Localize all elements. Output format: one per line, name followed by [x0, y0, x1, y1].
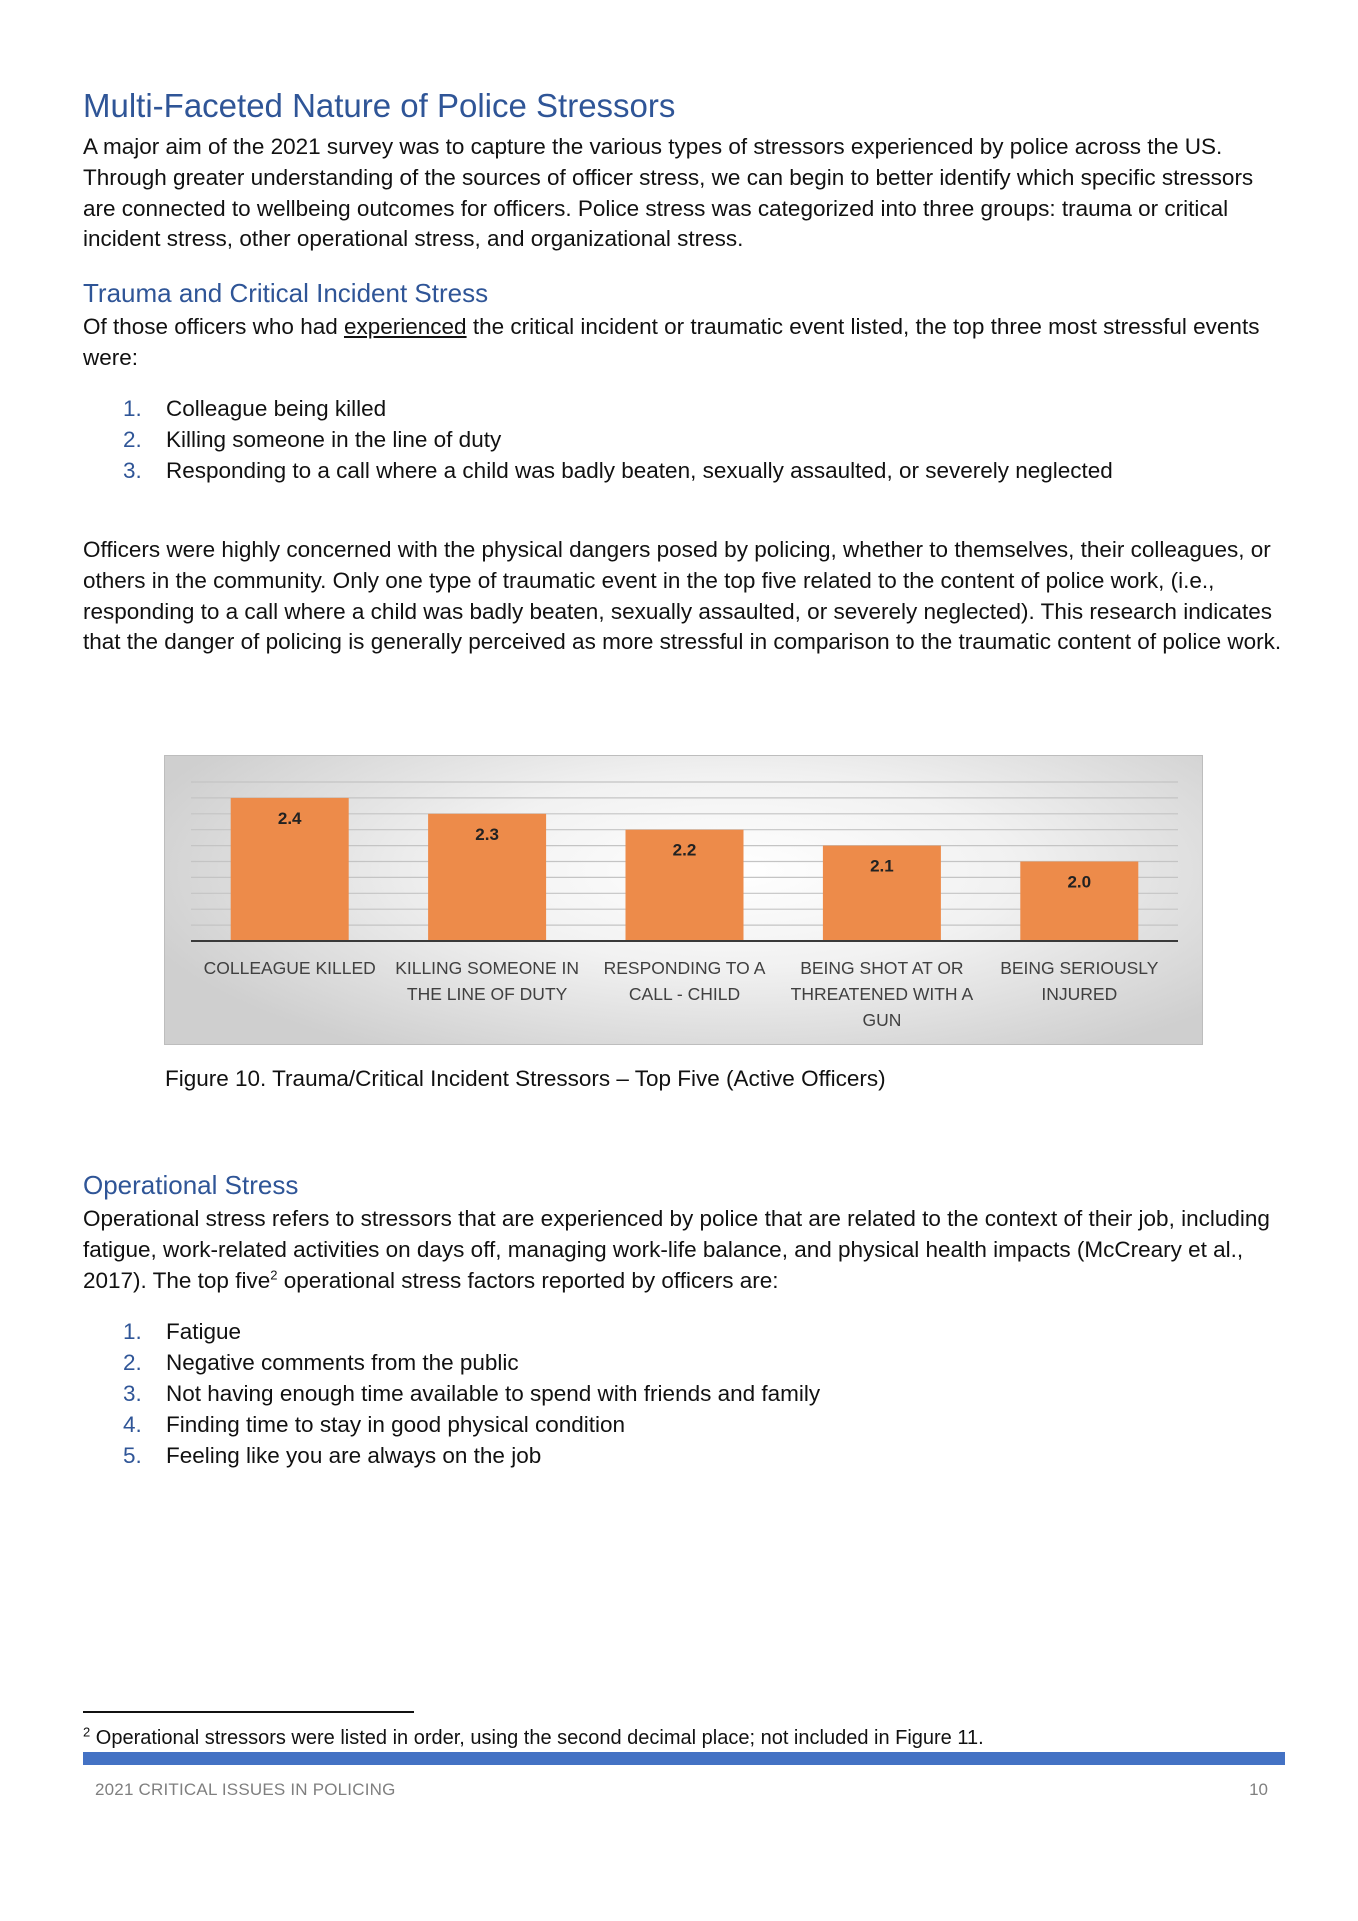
category-label: KILLING SOMEONE IN: [395, 958, 579, 978]
page-number: 10: [1249, 1780, 1268, 1799]
category-label: THREATENED WITH A: [790, 984, 974, 1004]
list-item-text: Fatigue: [166, 1319, 242, 1344]
list-number: 1.: [123, 396, 142, 421]
category-label: INJURED: [1041, 984, 1118, 1004]
list-number: 4.: [123, 1412, 142, 1437]
list-item-text: Not having enough time available to spend with friends and family: [166, 1381, 821, 1406]
list-item: [83, 393, 1113, 424]
footnote-reference[interactable]: 2: [270, 1267, 278, 1283]
list-item: [83, 1316, 820, 1347]
operational-text-after: operational stress factors reported by officers are:: [277, 1267, 779, 1293]
list-item-text: Finding time to stay in good physical condition: [166, 1412, 626, 1437]
footnote: [83, 1725, 984, 1751]
list-item-text: Killing someone in the line of duty: [166, 427, 502, 452]
data-label: 2.4: [277, 808, 302, 828]
data-label: 2.2: [672, 840, 697, 860]
bar-chart-svg: [165, 756, 1204, 1046]
page-title: Multi-Faceted Nature of Police Stressors: [83, 87, 676, 124]
footer-title: 2021 CRITICAL ISSUES IN POLICING: [95, 1780, 396, 1799]
trauma-lead-before: Of those officers who had: [83, 314, 344, 339]
footnote-divider: [83, 1711, 414, 1713]
operational-text-before: Operational stress refers to stressors that are experienced by police that are related to the context of their job, including fatigue, work-related activities on days off, managing work-life balance, and physical health impacts (McCreary et al., 2017). The top five: [83, 1206, 1270, 1293]
data-label: 2.1: [870, 856, 894, 876]
trauma-lead-after: the critical incident or traumatic event listed, the top three most stressful events were:: [83, 314, 1260, 370]
trauma-analysis-paragraph: Officers were highly concerned with the physical dangers posed by policing, whether to themselves, their colleagues, or others in the community. Only one type of traumatic event in the top five related to the content of police work, (i.e., responding to a call where a child was badly beaten, sexually assaulted, or severely neglected). This research indicates that the danger of policing is generally perceived as more stressful in comparison to the traumatic content of police work.: [83, 537, 1282, 655]
list-number: 2.: [123, 1350, 142, 1375]
footnote-marker: 2: [83, 1724, 91, 1740]
category-label: BEING SHOT AT OR: [800, 958, 964, 978]
list-item: [83, 424, 1113, 455]
data-label: 2.0: [1067, 872, 1092, 892]
intro-paragraph: A major aim of the 2021 survey was to capture the various types of stressors experienced by police across the US. Through greater understanding of the sources of officer stress, we can begin to better identify which specific stressors are connected to wellbeing outcomes for officers. Police stress was categorized into three groups: trauma or critical incident stress, other operational stress, and organizational stress.: [83, 134, 1254, 252]
list-number: 5.: [123, 1443, 142, 1468]
list-item: [83, 1409, 820, 1440]
category-label: COLLEAGUE KILLED: [203, 958, 376, 978]
operational-paragraph: [83, 1204, 1283, 1296]
section-heading-trauma: Trauma and Critical Incident Stress: [83, 278, 489, 308]
footnote-text: Operational stressors were listed in order, using the second decimal place; not included in Figure 11.: [90, 1727, 984, 1749]
footer-bar: [83, 1752, 1285, 1765]
list-item: [83, 1347, 820, 1378]
trauma-lead-underlined: experienced: [343, 314, 467, 339]
list-item-text: Negative comments from the public: [166, 1350, 519, 1375]
figure-caption: Figure 10. Trauma/Critical Incident Stressors – Top Five (Active Officers): [165, 1066, 886, 1091]
list-item-text: Feeling like you are always on the job: [166, 1443, 542, 1468]
data-label: 2.3: [475, 824, 499, 844]
section-heading-operational: Operational Stress: [83, 1170, 299, 1200]
list-item: [83, 1440, 820, 1471]
list-number: 3.: [123, 458, 142, 483]
list-number: 3.: [123, 1381, 142, 1406]
category-label: GUN: [862, 1010, 902, 1030]
list-item: [83, 1378, 820, 1409]
trauma-stressors-chart: [164, 755, 1203, 1045]
operational-stress-list: [83, 1316, 820, 1471]
category-label: CALL - CHILD: [628, 984, 741, 1004]
category-label: RESPONDING TO A: [603, 958, 766, 978]
list-number: 2.: [123, 427, 142, 452]
list-item-text: Colleague being killed: [166, 396, 387, 421]
list-number: 1.: [123, 1319, 142, 1344]
list-item: [83, 455, 1113, 486]
category-label: BEING SERIOUSLY: [1000, 958, 1159, 978]
list-item-text: Responding to a call where a child was badly beaten, sexually assaulted, or severely neglected: [166, 458, 1113, 483]
trauma-lead-paragraph: [83, 312, 1283, 374]
category-label: THE LINE OF DUTY: [406, 984, 568, 1004]
trauma-event-list: [83, 393, 1113, 486]
